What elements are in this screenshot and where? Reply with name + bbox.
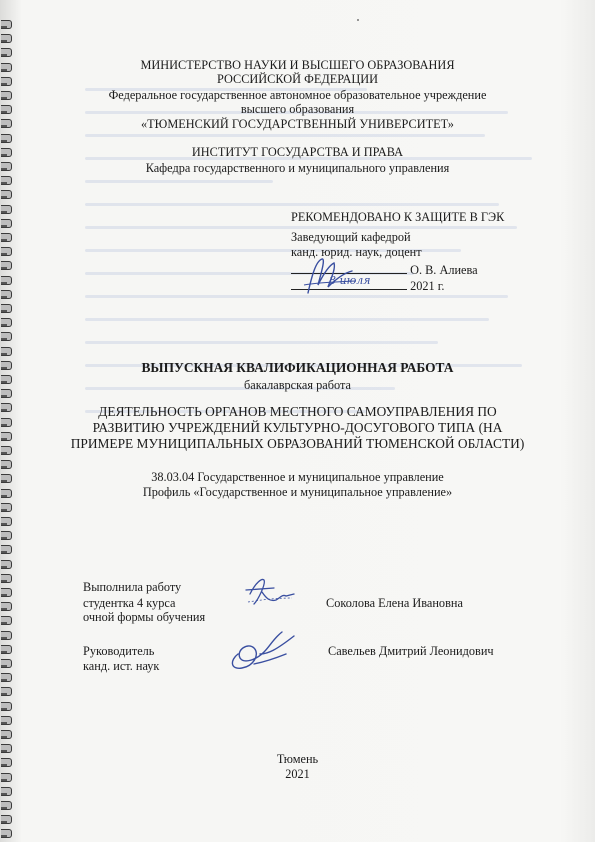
binding-coil [1,219,12,228]
binding-coil [1,48,12,57]
binding-coil [1,233,12,242]
binding-coil [1,190,12,199]
binding-coil [1,616,12,625]
work-type: ВЫПУСКНАЯ КВАЛИФИКАЦИОННАЯ РАБОТА [141,360,454,375]
binding-coil [1,318,12,327]
speck [357,19,359,21]
binding-coil [1,801,12,810]
binding-coil [1,716,12,725]
work-subtype: бакалаврская работа [244,378,351,392]
institution-line-1: Федеральное государственное автономное образовательное учреждение [108,88,487,102]
binding-coil [1,631,12,640]
author-signature-icon [240,574,298,610]
binding-coil [1,829,12,838]
work-title-line-1: ДЕЯТЕЛЬНОСТЬ ОРГАНОВ МЕСТНОГО САМОУПРАВЛЕНИЯ ПО [98,404,497,419]
binding-coil [1,347,12,356]
ministry-line-1: МИНИСТЕРСТВО НАУКИ И ВЫСШЕГО ОБРАЗОВАНИЯ [140,58,455,72]
specialty: 38.03.04 Государственное и муниципальное управление [151,470,444,484]
author-name: Соколова Елена Ивановна [326,596,463,610]
approval-degree: канд. юрид. наук, доцент [291,245,422,259]
approval-name: О. В. Алиева [410,263,478,277]
binding-coil [1,815,12,824]
binding-coil [1,34,12,43]
binding-coil [1,332,12,341]
head-signature-icon [300,255,360,297]
supervisor-name: Савельев Дмитрий Леонидович [328,644,494,658]
binding-coil [1,247,12,256]
binding-coil [1,545,12,554]
city: Тюмень [276,752,319,766]
binding-coil [1,531,12,540]
ministry-line-2: РОССИЙСКОЙ ФЕДЕРАЦИИ [216,72,379,86]
binding-coil [1,730,12,739]
approval-title: РЕКОМЕНДОВАНО К ЗАЩИТЕ В ГЭК [291,210,505,224]
work-title-line-3: ПРИМЕРЕ МУНИЦИПАЛЬНЫХ ОБРАЗОВАНИЙ ТЮМЕНСКОЙ ОБЛАСТИ) [70,436,525,451]
work-title-line-2: РАЗВИТИЮ УЧРЕЖДЕНИЙ КУЛЬТУРНО-ДОСУГОВОГО ТИПА (НА [92,420,503,435]
author-label-1: Выполнила работу [83,580,182,594]
binding-coil [1,304,12,313]
binding-coil [1,787,12,796]
department-name: Кафедра государственного и муниципального управления [145,161,450,175]
university-name: «ТЮМЕНСКИЙ ГОСУДАРСТВЕННЫЙ УНИВЕРСИТЕТ» [141,117,454,131]
institution-line-2: высшего образования [240,102,355,116]
supervisor-signature-icon [224,624,308,676]
binding-coil [1,645,12,654]
author-label-3: очной формы обучения [83,610,206,624]
binding-coil [1,659,12,668]
binding-coil [1,702,12,711]
binding-coil [1,20,12,29]
binding-coil [1,276,12,285]
binding-coil [1,261,12,270]
binding-coil [1,460,12,469]
handwritten-date: 8 июля [329,274,371,287]
supervisor-label-1: Руководитель [83,644,155,658]
binding-coil [1,687,12,696]
binding-coil [1,673,12,682]
year: 2021 [285,767,310,781]
binding-coil [1,517,12,526]
binding-coil [1,134,12,143]
institute-name: ИНСТИТУТ ГОСУДАРСТВА И ПРАВА [191,145,404,159]
binding-coil [1,560,12,569]
binding-coil [1,176,12,185]
binding-coil [1,602,12,611]
binding-coil [1,205,12,214]
approval-position: Заведующий кафедрой [291,230,411,244]
approval-year: 2021 г. [410,279,445,293]
supervisor-label-2: канд. ист. наук [83,659,160,673]
binding-coil [1,588,12,597]
binding-coil [1,574,12,583]
profile: Профиль «Государственное и муниципальное управление» [142,485,453,499]
binding-coil [1,503,12,512]
binding-coil [1,290,12,299]
author-label-2: студентка 4 курса [83,596,176,610]
